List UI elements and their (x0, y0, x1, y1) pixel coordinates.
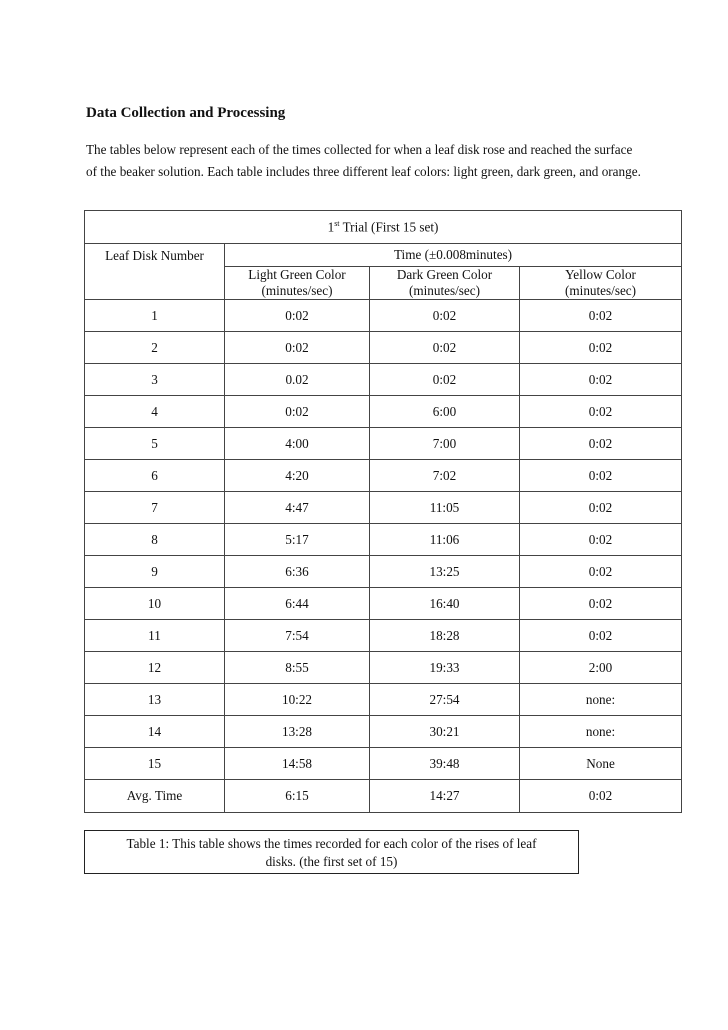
table-cell: 30:21 (370, 716, 520, 748)
table-row (85, 716, 682, 748)
table-row (85, 588, 682, 620)
table-cell: 14:27 (370, 780, 520, 813)
table-cell: none: (520, 716, 682, 748)
table-cell: 6 (85, 460, 225, 492)
table-cell: 6:44 (225, 588, 370, 620)
col-header-dark-green (370, 267, 520, 300)
col-header-yellow (520, 267, 682, 300)
table-cell: 1 (85, 300, 225, 332)
caption-line1: Table 1: This table shows the times recorded for each color of the rises of leaf (126, 836, 537, 851)
table-cell: 6:00 (370, 396, 520, 428)
table-cell: 0:02 (520, 780, 682, 813)
table-cell: 16:40 (370, 588, 520, 620)
table-cell: 0:02 (520, 588, 682, 620)
table-cell: 0.02 (225, 364, 370, 396)
col-header-yellow-line2: (minutes/sec) (565, 283, 637, 298)
table-cell: 11:05 (370, 492, 520, 524)
average-row (85, 780, 682, 813)
table-cell: 19:33 (370, 652, 520, 684)
table-cell: 15 (85, 748, 225, 780)
table-row (85, 652, 682, 684)
table-cell: 39:48 (370, 748, 520, 780)
col-header-light-green-line1: Light Green Color (248, 267, 346, 282)
table-cell: 13:28 (225, 716, 370, 748)
table-cell: 4:20 (225, 460, 370, 492)
table-cell: 6:36 (225, 556, 370, 588)
table-cell: 0:02 (520, 460, 682, 492)
table-cell: 4:00 (225, 428, 370, 460)
table-cell: 12 (85, 652, 225, 684)
table-cell: 0:02 (520, 364, 682, 396)
table-cell: 0:02 (225, 300, 370, 332)
table-cell: 14:58 (225, 748, 370, 780)
intro-paragraph: The tables below represent each of the times collected for when a leaf disk rose and reached the surface of the beaker solution. Each table includes three different leaf colors: light green, dark green, and orange. (86, 142, 641, 179)
table-cell: 5:17 (225, 524, 370, 556)
table-cell: 18:28 (370, 620, 520, 652)
time-header-row (85, 244, 682, 267)
table-cell: Avg. Time (85, 780, 225, 813)
trial-title: Trial (First 15 set) (339, 219, 439, 235)
trial-title-cell (85, 211, 682, 244)
table-cell: 5 (85, 428, 225, 460)
table-cell: 0:02 (370, 300, 520, 332)
time-header: Time (±0.008minutes) (225, 244, 682, 267)
table-cell: 0:02 (370, 364, 520, 396)
trial-ordinal-suffix: st (334, 218, 340, 228)
trial-title-row (85, 211, 682, 244)
table-cell: 7:00 (370, 428, 520, 460)
table-row (85, 492, 682, 524)
table-cell: 0:02 (520, 332, 682, 364)
table-row (85, 684, 682, 716)
table-cell: None (520, 748, 682, 780)
col-header-dark-green-line1: Dark Green Color (396, 267, 493, 282)
col-header-yellow-line1: Yellow Color (565, 267, 636, 282)
table-cell: 10 (85, 588, 225, 620)
table-cell: 0:02 (225, 332, 370, 364)
table-cell: 7 (85, 492, 225, 524)
table-row (85, 396, 682, 428)
table-cell: 0:02 (520, 428, 682, 460)
table-cell: 0:02 (520, 492, 682, 524)
table-cell: 9 (85, 556, 225, 588)
table-cell: 4 (85, 396, 225, 428)
trial-number: 1 (327, 219, 335, 235)
caption-line2: disks. (the first set of 15) (265, 854, 398, 869)
table-cell: 14 (85, 716, 225, 748)
table-row (85, 556, 682, 588)
table-row (85, 332, 682, 364)
table-caption (84, 830, 579, 874)
table-row (85, 620, 682, 652)
table-cell: 0:02 (225, 396, 370, 428)
table-cell: 10:22 (225, 684, 370, 716)
table-cell: 11:06 (370, 524, 520, 556)
col-header-dark-green-line2: (minutes/sec) (408, 283, 481, 298)
table-cell: 0:02 (520, 396, 682, 428)
results-table (84, 210, 682, 813)
table-cell: 13 (85, 684, 225, 716)
table-cell: 0:02 (520, 300, 682, 332)
table-cell: 6:15 (225, 780, 370, 813)
table-cell: 0:02 (370, 332, 520, 364)
table-cell: 7:02 (370, 460, 520, 492)
table-row (85, 748, 682, 780)
table-cell: 8:55 (225, 652, 370, 684)
table-cell: 2 (85, 332, 225, 364)
table-cell: 2:00 (520, 652, 682, 684)
section-heading: Data Collection and Processing (86, 105, 286, 121)
table-cell: 0:02 (520, 620, 682, 652)
table-cell: 8 (85, 524, 225, 556)
table-row (85, 428, 682, 460)
table-row (85, 524, 682, 556)
table-row (85, 364, 682, 396)
table-cell: 13:25 (370, 556, 520, 588)
table-row (85, 460, 682, 492)
table-cell: 0:02 (520, 556, 682, 588)
table-cell: 0:02 (520, 524, 682, 556)
col-header-light-green-line2: (minutes/sec) (261, 283, 333, 298)
table-row (85, 300, 682, 332)
table-cell: 11 (85, 620, 225, 652)
leaf-disk-header: Leaf Disk Number (85, 244, 225, 300)
table-cell: 4:47 (225, 492, 370, 524)
table-cell: 27:54 (370, 684, 520, 716)
table-cell: 7:54 (225, 620, 370, 652)
col-header-light-green (225, 267, 370, 300)
table-cell: none: (520, 684, 682, 716)
table-cell: 3 (85, 364, 225, 396)
